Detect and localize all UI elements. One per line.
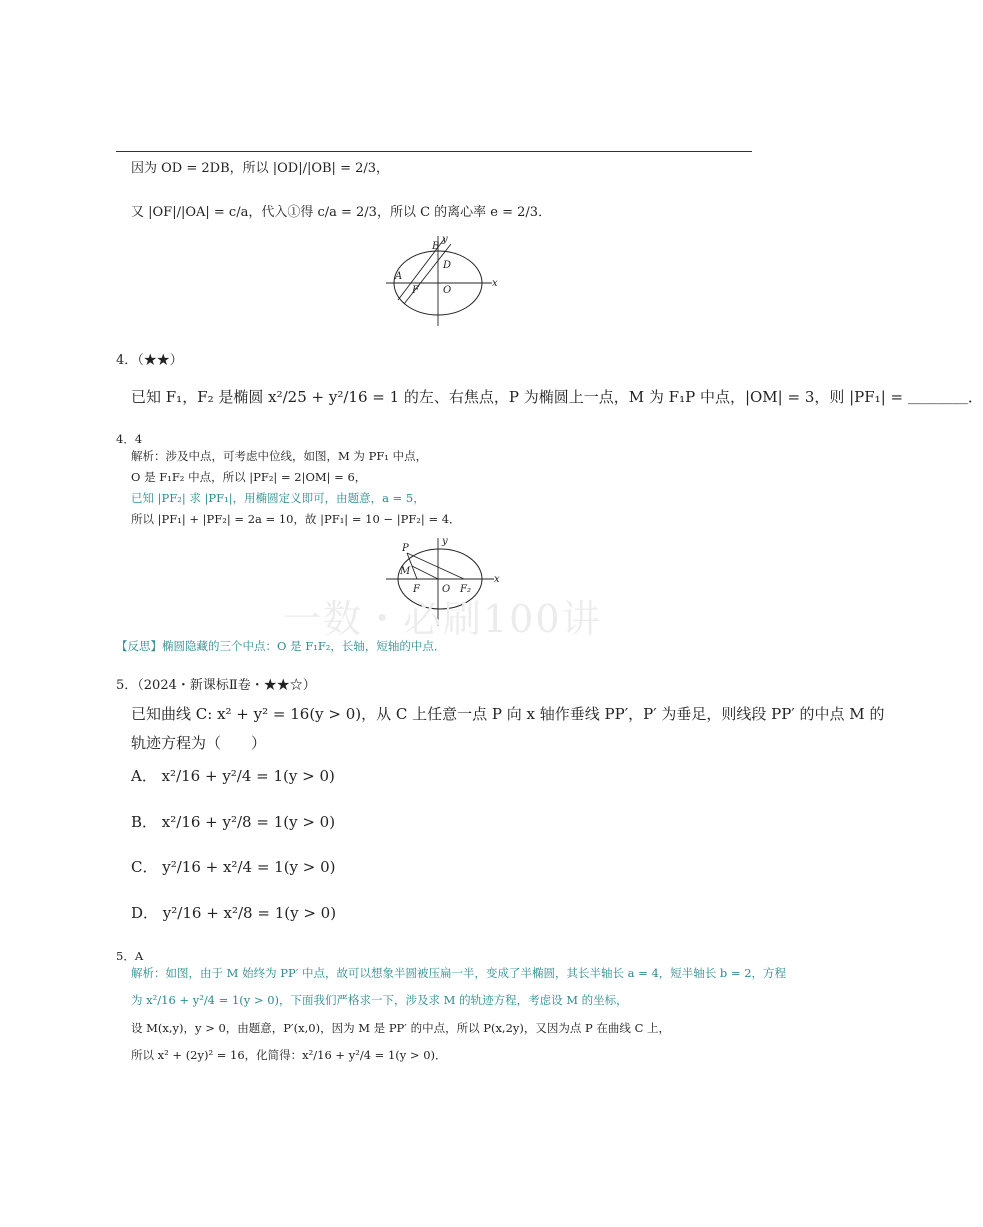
fig2-label-O: O — [442, 584, 451, 595]
sol3-line1: 因为 OD = 2DB，所以 |OD|/|OB| = 2/3， — [131, 161, 390, 176]
fig1-label-D: D — [443, 260, 452, 271]
fig2-label-F: F — [413, 584, 420, 595]
ellipse-figure-1 — [380, 232, 500, 330]
ans5-line2: 为 x²/16 + y²/4 = 1(y > 0)，下面我们严格求一下，涉及求 M 的轨迹方程，考虑设 M 的坐标， — [131, 993, 628, 1007]
fig2-label-y: y — [442, 536, 448, 547]
q4-heading: 4．（★★） — [116, 353, 183, 368]
fig1-label-x: x — [492, 278, 498, 289]
top-rule — [116, 151, 752, 152]
ans4-label: 4．4 — [116, 432, 143, 446]
fig1-label-O: O — [443, 285, 452, 296]
fig2-label-M: M — [400, 566, 411, 577]
ans5-line4: 所以 x² + (2y)² = 16，化简得：x²/16 + y²/4 = 1(y > 0)． — [131, 1048, 447, 1062]
fig1-label-A: A — [395, 271, 403, 282]
fig1-label-B: B — [432, 241, 440, 252]
q5-text2: 轨迹方程为（ ） — [131, 734, 267, 752]
ans5-line3: 设 M(x,y)，y > 0，由题意，P′(x,0)，因为 M 是 PP′ 的中点，所以 P(x,2y)，又因为点 P 在曲线 C 上， — [131, 1021, 671, 1035]
q5-heading: 5．（2024・新课标Ⅱ卷・★★☆） — [116, 678, 316, 693]
sol3-line2: 又 |OF|/|OA| = c/a，代入①得 c/a = 2/3，所以 C 的离心率 e = 2/3． — [131, 205, 552, 220]
watermark: 一数・必刷100讲 — [283, 597, 602, 641]
q5-text1: 已知曲线 C: x² + y² = 16(y > 0)，从 C 上任意一点 P 向 x 轴作垂线 PP′，P′ 为垂足，则线段 PP′ 的中点 M 的 — [131, 705, 885, 723]
q5-option-d: D． y²/16 + x²/8 = 1(y > 0) — [131, 904, 337, 922]
ans4-line1: 解析：涉及中点，可考虑中位线，如图，M 为 PF₁ 中点， — [131, 449, 428, 463]
q5-option-b: B． x²/16 + y²/8 = 1(y > 0) — [131, 813, 336, 831]
fig1-label-F: F — [412, 285, 419, 296]
q4-text: 已知 F₁，F₂ 是椭圆 x²/25 + y²/16 = 1 的左、右焦点，P 为椭圆上一点，M 为 F₁P 中点，|OM| = 3，则 |PF₁| = ＿＿＿＿． — [131, 388, 983, 406]
ans4-line2: O 是 F₁F₂ 中点，所以 |PF₂| = 2|OM| = 6， — [131, 470, 367, 484]
ans4-reflection: 【反思】椭圆隐藏的三个中点：O 是 F₁F₂，长轴，短轴的中点． — [116, 639, 446, 653]
fig2-label-P: P — [402, 543, 409, 554]
fig2-label-F2: F₂ — [460, 584, 471, 595]
q5-option-c: C． y²/16 + x²/4 = 1(y > 0) — [131, 858, 336, 876]
q5-option-a: A． x²/16 + y²/4 = 1(y > 0) — [131, 767, 335, 785]
fig1-label-y: y — [442, 234, 448, 245]
ans4-line4: 所以 |PF₁| + |PF₂| = 2a = 10，故 |PF₁| = 10 − |PF₂| = 4． — [131, 512, 461, 526]
fig2-label-x: x — [494, 574, 500, 585]
ans5-line1: 解析：如图，由于 M 始终为 PP′ 中点，故可以想象半圆被压扁一半，变成了半椭圆，其长半轴长 a = 4，短半轴长 b = 2，方程 — [131, 966, 787, 980]
ans5-label: 5．A — [116, 949, 144, 963]
ans4-line3: 已知 |PF₂| 求 |PF₁|，用椭圆定义即可，由题意，a = 5， — [131, 491, 425, 505]
